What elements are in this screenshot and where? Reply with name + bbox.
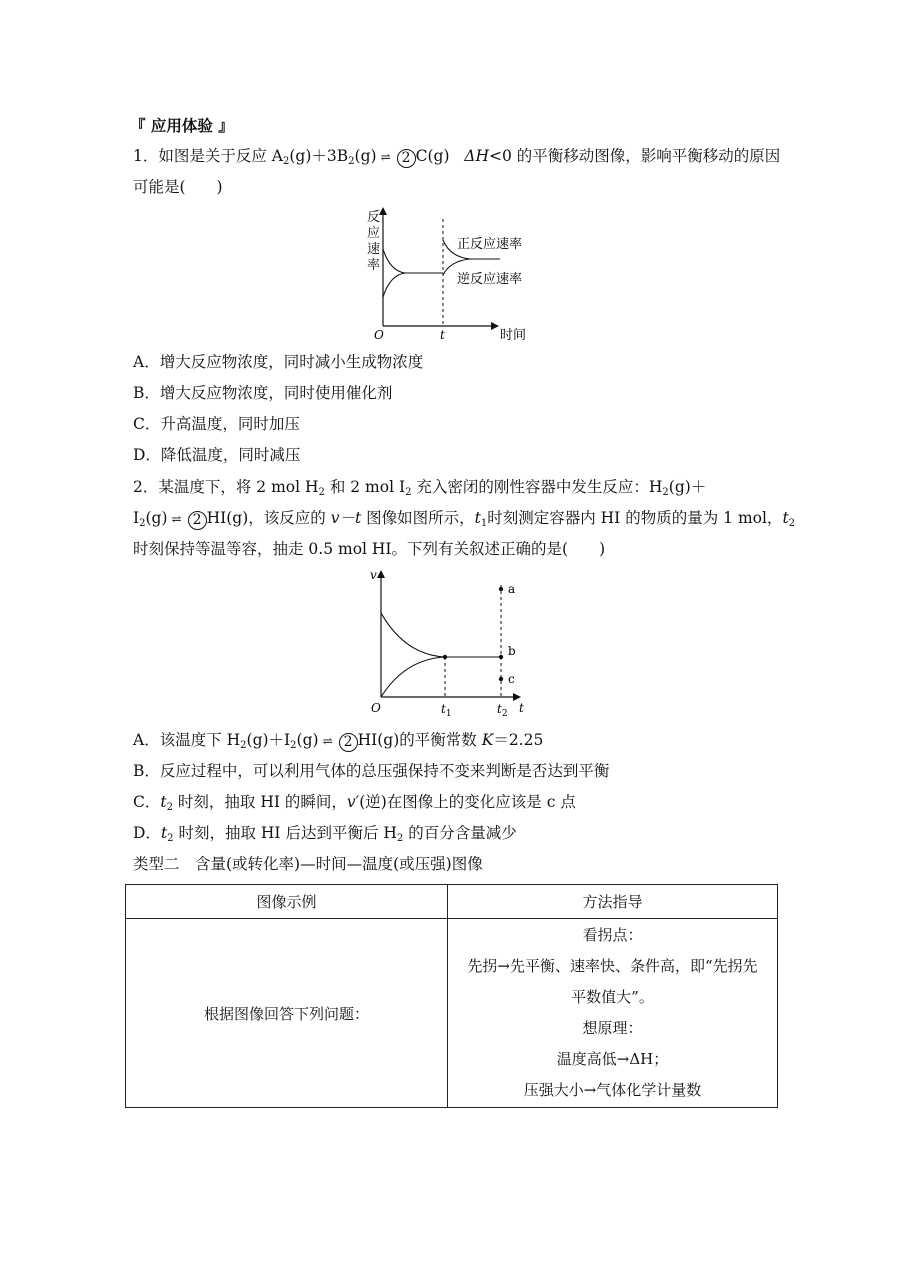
method-table — [125, 884, 778, 1108]
q1-forward-curve-1 — [383, 249, 443, 273]
table-cell-example: 根据图像回答下列问题： — [126, 919, 448, 1108]
table-header-col2: 方法指导 — [448, 885, 778, 919]
q1-xlabel: 时间 — [500, 328, 527, 343]
q1-x-arrow — [491, 322, 499, 330]
q2-equilibrium-point — [443, 655, 447, 659]
q2-option-c[interactable]: C．$t_2$ 时刻，抽取 HI 的瞬间，v′(逆)在图像上的变化应该是 c 点 — [133, 793, 576, 813]
q1-forward-label: 正反应速率 — [457, 237, 523, 252]
q1-y-arrow — [379, 207, 387, 215]
q2-label-a: a — [508, 582, 516, 596]
q1-stem-line2: 可能是( ) — [133, 178, 223, 196]
equilibrium-arrow-icon: ⇌ — [380, 150, 391, 164]
q1-option-b[interactable]: B．增大反应物浓度，同时使用催化剂 — [133, 384, 393, 402]
q2-origin: O — [371, 701, 381, 715]
q2-reverse-curve — [381, 657, 445, 697]
table-header-col1: 图像示例 — [126, 885, 448, 919]
q2-y-arrow — [377, 570, 385, 578]
q1-ylabel-3: 速 — [367, 242, 381, 257]
q2-stem-line2: $I_2(g)$ ⇌ 2 HI(g)，该反应的 v－t 图像如图所示，$t_1$时刻测定容器内 HI 的物质的量为 1 mol，$t_2$ — [133, 509, 796, 529]
guide-line: 平数值大”。 — [571, 988, 654, 1006]
guide-line: 想原理： — [582, 1019, 643, 1037]
equilibrium-arrow-icon: ⇌ — [322, 734, 333, 748]
q2-t2-label: $t_2$ — [497, 702, 508, 719]
q1-rate-chart — [360, 205, 540, 345]
q1-t-label: t — [440, 328, 445, 342]
q2-point-c — [499, 677, 503, 681]
q1-origin: O — [374, 328, 384, 342]
q2-option-a[interactable]: A．该温度下 $H_2(g)+I_2(g)$ ⇌ 2 HI(g)的平衡常数 K＝2.25 — [133, 731, 544, 751]
guide-line: 先拐→先平衡、速率快、条件高，即“先拐先 — [467, 957, 758, 975]
q1-ylabel-4: 率 — [367, 258, 381, 273]
q1-stem-line1: 1．如图是关于反应 $A_2(g)+3B_2(g)$ ⇌ 2 C(g) ΔH<0 的平衡移动图像，影响平衡移动的原因 — [133, 147, 781, 167]
q2-vt-chart — [365, 565, 535, 720]
q1-reverse-label: 逆反应速率 — [457, 272, 523, 287]
q2-label-b: b — [508, 644, 516, 658]
q2-x-arrow — [513, 693, 521, 701]
q2-forward-curve — [381, 613, 501, 657]
q2-label-c: c — [508, 672, 515, 686]
q2-xlabel: t — [519, 701, 524, 715]
section-header: 『 应用体验 』 — [130, 117, 234, 135]
q2-option-d[interactable]: D．$t_2$ 时刻，抽取 HI 后达到平衡后 $H_2$ 的百分含量减少 — [133, 824, 517, 844]
guide-line: 压强大小→气体化学计量数 — [523, 1081, 702, 1099]
q2-stem-line3: 时刻保持等温等容，抽走 0.5 mol HI。下列有关叙述正确的是( ) — [133, 540, 606, 558]
q2-stem-line1: 2．某温度下，将 2 mol $H_2$ 和 2 mol $I_2$ 充入密闭的刚性容器中发生反应：$H_2(g)+$ — [133, 478, 707, 498]
q1-ylabel-2: 应 — [367, 226, 381, 241]
q2-point-b — [499, 655, 503, 659]
guide-line: 温度高低→ΔH； — [556, 1050, 669, 1068]
q2-option-b[interactable]: B．反应过程中，可以利用气体的总压强保持不变来判断是否达到平衡 — [133, 762, 610, 780]
type2-heading: 类型二 含量(或转化率)—时间—温度(或压强)图像 — [133, 855, 483, 873]
q1-option-a[interactable]: A．增大反应物浓度，同时减小生成物浓度 — [133, 353, 424, 371]
q1-option-c[interactable]: C．升高温度，同时加压 — [133, 415, 300, 433]
guide-line: 看拐点： — [582, 926, 643, 944]
q2-ylabel: v — [370, 568, 377, 582]
q2-t1-label: $t_1$ — [441, 702, 452, 719]
q1-option-d[interactable]: D．降低温度，同时减压 — [133, 446, 301, 464]
q1-reverse-curve-1 — [383, 273, 405, 297]
q1-ylabel-1: 反 — [367, 210, 381, 225]
q2-point-a — [499, 587, 503, 591]
table-cell-guide — [448, 919, 778, 1108]
equilibrium-arrow-icon: ⇌ — [171, 512, 182, 526]
